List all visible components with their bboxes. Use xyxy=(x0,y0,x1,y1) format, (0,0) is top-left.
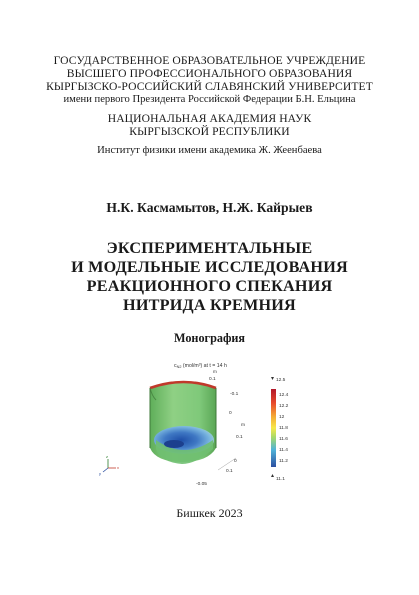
triad-x: x xyxy=(117,465,119,470)
simulation-plot xyxy=(96,356,316,492)
plot-label: $c_{N2}$ (mol/m³) at t = 14 h xyxy=(174,363,227,370)
institution-line-2: ВЫСШЕГО ПРОФЕССИОНАЛЬНОГО ОБРАЗОВАНИЯ xyxy=(66,67,353,80)
colorbar xyxy=(271,389,276,467)
city-year: Бишкек 2023 xyxy=(176,506,243,520)
tick-bottom-2: -0.05 xyxy=(196,482,207,487)
colorbar-min-marker xyxy=(271,474,274,477)
cover-figure xyxy=(96,356,316,492)
unit-label: m xyxy=(213,369,217,374)
colorbar-tick-4: 11.6 xyxy=(279,437,288,442)
title-line-1: ЭКСПЕРИМЕНТАЛЬНЫЕ xyxy=(106,239,313,257)
tick-right-1: 0 xyxy=(229,411,232,416)
authors: Н.К. Касмамытов, Н.Ж. Кайрыев xyxy=(106,200,313,215)
tick-bottom-1: 0.1 xyxy=(226,469,233,474)
institution-line-4: имени первого Президента Российской Федерации Б.Н. Ельцина xyxy=(63,94,356,105)
colorbar-tick-2: 12 xyxy=(279,415,285,420)
triad-z: z xyxy=(106,454,108,459)
institution-line-1: ГОСУДАРСТВЕННОЕ ОБРАЗОВАТЕЛЬНОЕ УЧРЕЖДЕНИЕ xyxy=(53,54,366,67)
academy-line-2: КЫРГЫЗСКОЙ РЕСПУБЛИКИ xyxy=(129,125,290,138)
title-line-4: НИТРИДА КРЕМНИЯ xyxy=(123,296,296,314)
colorbar-tick-3: 11.8 xyxy=(279,426,288,431)
axis-triad xyxy=(99,454,119,476)
tick-right-0: -0.1 xyxy=(230,392,239,397)
colorbar-tick-0: 12.4 xyxy=(279,393,289,398)
tick-bottom-0: 0 xyxy=(234,459,237,464)
genre-label: Монография xyxy=(173,331,245,345)
axis-side-label: m xyxy=(241,423,245,428)
colorbar-tick-6: 11.2 xyxy=(279,459,288,464)
colorbar-max-marker xyxy=(271,377,274,380)
colorbar-tick-1: 12.2 xyxy=(279,404,289,409)
colorbar-min: 11.1 xyxy=(276,477,285,482)
institute-line: Институт физики имени академика Ж. Жеенбаева xyxy=(97,145,322,156)
academy-line-1: НАЦИОНАЛЬНАЯ АКАДЕМИЯ НАУК xyxy=(107,112,312,125)
title-line-3: РЕАКЦИОННОГО СПЕКАНИЯ xyxy=(86,277,333,295)
colorbar-tick-5: 11.4 xyxy=(279,448,288,453)
institution-line-3: КЫРГЫЗСКО-РОССИЙСКИЙ СЛАВЯНСКИЙ УНИВЕРСИТЕТ xyxy=(46,80,373,93)
crucible-cold-spot xyxy=(164,440,184,448)
triad-y: y xyxy=(99,471,101,476)
colorbar-max: 12.5 xyxy=(276,378,286,383)
tick-z-0: 0.1 xyxy=(236,435,243,440)
tick-top-0: 0.1 xyxy=(209,377,216,382)
title-line-2: И МОДЕЛЬНЫЕ ИССЛЕДОВАНИЯ xyxy=(71,258,348,276)
